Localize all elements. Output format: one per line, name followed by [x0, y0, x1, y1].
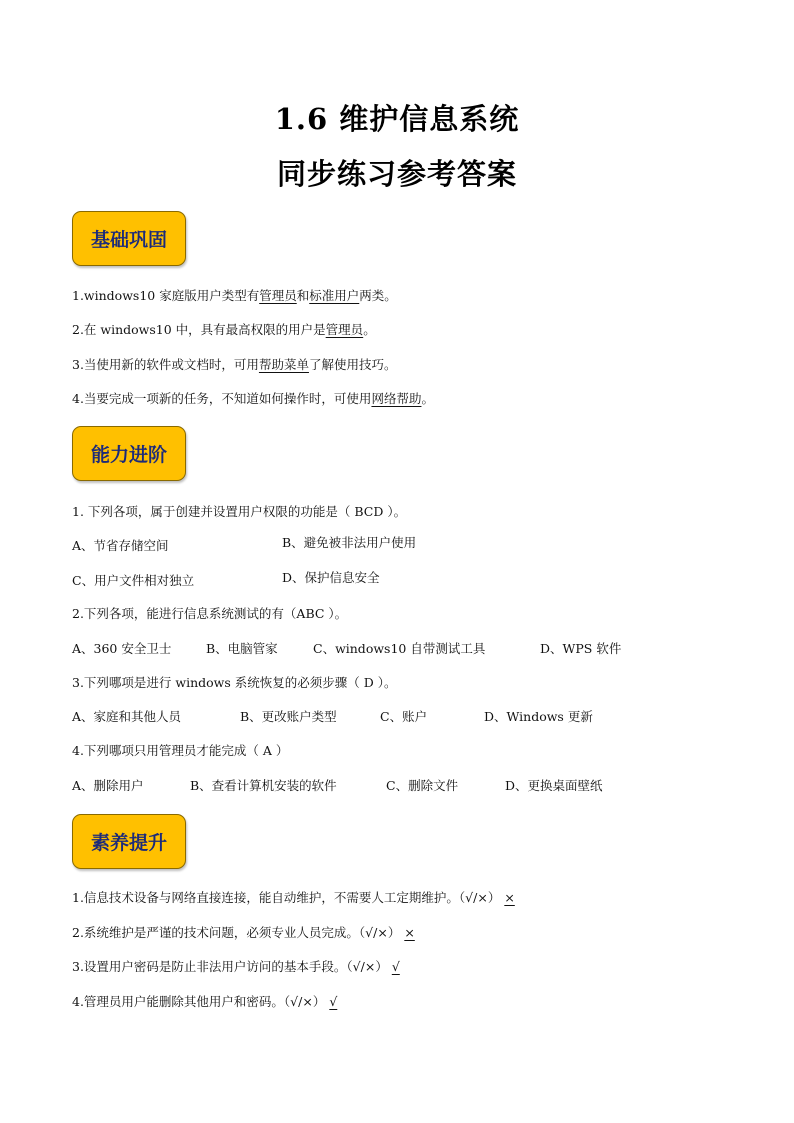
answer-blank: 管理员 — [259, 288, 297, 303]
answer-blank: 标准用户 — [309, 288, 360, 303]
option-4a: A、删除用户 — [72, 778, 144, 793]
page-title: 1.6 维护信息系统 — [274, 102, 520, 136]
answer-mark: × — [504, 890, 515, 905]
option-4d: D、更换桌面壁纸 — [505, 778, 603, 793]
section-badge-literacy: 素养提升 — [72, 814, 186, 869]
question-3: 3.下列哪项是进行 windows 系统恢复的必须步骤（ D ）。 — [72, 675, 397, 690]
literacy-item-2: 2.系统维护是严谨的技术问题，必须专业人员完成。（√/×） × — [72, 925, 415, 940]
basic-item-4: 4.当要完成一项新的任务，不知道如何操作时，可使用网络帮助。 — [72, 391, 434, 406]
answer-mark: √ — [329, 994, 338, 1009]
section-badge-advanced: 能力进阶 — [72, 426, 186, 481]
question-4: 4.下列哪项只用管理员才能完成（ A ） — [72, 743, 289, 758]
option-3c: C、账户 — [380, 709, 428, 724]
basic-item-2: 2.在 windows10 中，具有最高权限的用户是管理员。 — [72, 322, 376, 337]
option-1b: B、避免被非法用户使用 — [282, 535, 417, 550]
option-3a: A、家庭和其他人员 — [72, 709, 182, 724]
option-1a: A、节省存储空间 — [72, 538, 169, 553]
literacy-item-4: 4.管理员用户能删除其他用户和密码。（√/×） √ — [72, 994, 338, 1009]
option-2d: D、WPS 软件 — [540, 641, 622, 656]
option-2a: A、360 安全卫士 — [72, 641, 172, 656]
literacy-item-1: 1.信息技术设备与网络直接连接，能自动维护，不需要人工定期维护。（√/×） × — [72, 890, 515, 905]
option-4b: B、查看计算机安装的软件 — [190, 778, 337, 793]
basic-item-1: 1.windows10 家庭版用户类型有管理员和标准用户两类。 — [72, 288, 397, 303]
option-1d: D、保护信息安全 — [282, 570, 380, 585]
answer-blank: 管理员 — [325, 322, 364, 337]
page-subtitle: 同步练习参考答案 — [276, 157, 517, 191]
option-2b: B、电脑管家 — [206, 641, 278, 656]
option-3d: D、Windows 更新 — [484, 709, 593, 724]
question-2: 2.下列各项，能进行信息系统测试的有（ABC ）。 — [72, 606, 348, 621]
answer-mark: × — [404, 925, 415, 940]
section-badge-basic: 基础巩固 — [72, 211, 186, 266]
option-4c: C、删除文件 — [386, 778, 459, 793]
question-1: 1. 下列各项，属于创建并设置用户权限的功能是（ BCD ）。 — [72, 504, 407, 519]
basic-item-3: 3.当使用新的软件或文档时，可用帮助菜单了解使用技巧。 — [72, 357, 397, 372]
answer-mark: √ — [391, 959, 400, 974]
option-3b: B、更改账户类型 — [240, 709, 337, 724]
answer-blank: 网络帮助 — [371, 391, 422, 406]
option-1c: C、用户文件相对独立 — [72, 573, 195, 588]
literacy-item-3: 3.设置用户密码是防止非法用户访问的基本手段。（√/×） √ — [72, 959, 400, 974]
answer-blank: 帮助菜单 — [258, 357, 309, 372]
option-2c: C、windows10 自带测试工具 — [313, 641, 486, 656]
